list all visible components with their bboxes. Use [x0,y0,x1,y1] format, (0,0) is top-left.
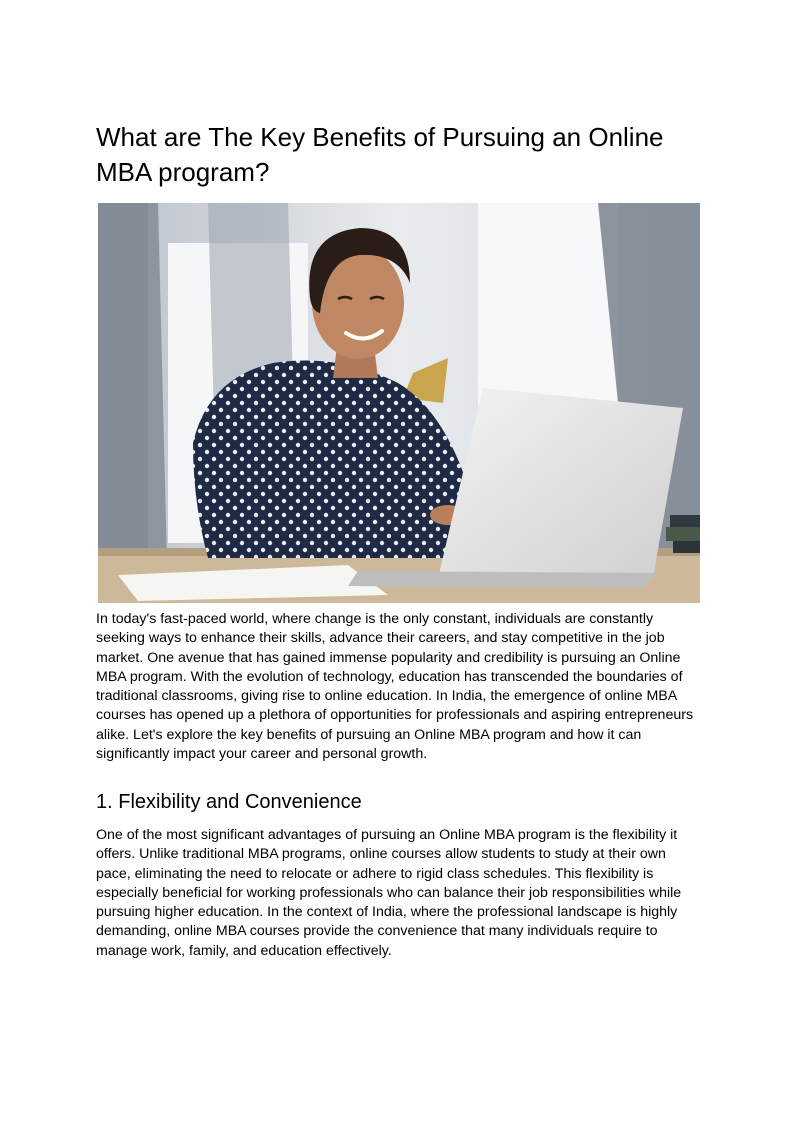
page-title: What are The Key Benefits of Pursuing an Online MBA program? [96,122,664,187]
woman-laptop-illustration [98,203,700,603]
intro-paragraph: In today's fast-paced world, where change is the only constant, individuals are constantly seeking ways to enhance their skills, advance their careers, and stay competitive in the job market. One avenue that has gained immense popularity and credibility is pursuing an Online MBA program. With the evolution of technology, education has transcended the boundaries of traditional classrooms, giving rise to online education. In India, the emergence of online MBA courses has opened up a plethora of opportunities for professionals and aspiring entrepreneurs alike. Let's explore the key benefits of pursuing an Online MBA program and how it can significantly impact your career and personal growth. [96,611,694,763]
section-heading-flexibility: 1. Flexibility and Convenience [96,791,362,813]
section-body-flexibility: One of the most significant advantages of pursuing an Online MBA program is the flexibility it offers. Unlike traditional MBA programs, online courses allow students to study at their own pace, eliminating the need to relocate or adhere to rigid class schedules. This flexibility is especially beneficial for working professionals who can balance their job responsibilities while pursuing higher education. In the context of India, where the professional landscape is highly demanding, online MBA courses provide the convenience that many individuals require to manage work, family, and education effectively. [96,827,682,959]
hero-image [98,203,700,603]
